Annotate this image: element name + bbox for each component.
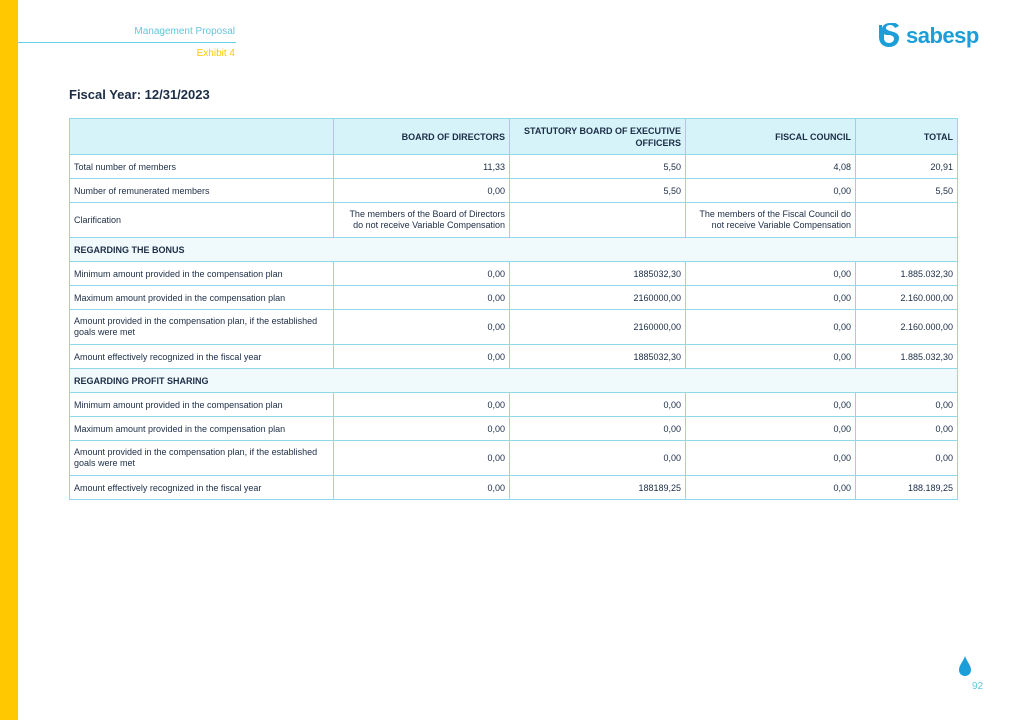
table-cell: 11,33 (334, 155, 510, 179)
row-label: Amount provided in the compensation plan, if the established goals were met (70, 310, 334, 345)
table-cell: 0,00 (510, 417, 686, 441)
logo-text: sabesp (906, 23, 979, 48)
table-cell: 0,00 (510, 393, 686, 417)
table-cell: 1.885.032,30 (856, 262, 958, 286)
header-proposal-label: Management Proposal (134, 26, 235, 37)
table-cell: 0,00 (686, 417, 856, 441)
table-row (70, 286, 958, 310)
table-cell: 5,50 (856, 179, 958, 203)
table-cell: 0,00 (334, 441, 510, 476)
table-cell: 4,08 (686, 155, 856, 179)
side-accent-bar (0, 0, 18, 720)
column-header: BOARD OF DIRECTORS (334, 119, 510, 155)
table-row (70, 393, 958, 417)
table-row (70, 417, 958, 441)
fiscal-year-title: Fiscal Year: 12/31/2023 (69, 87, 210, 102)
column-header: TOTAL (856, 119, 958, 155)
table-cell: 0,00 (334, 393, 510, 417)
table-cell: 0,00 (334, 310, 510, 345)
section-title: REGARDING PROFIT SHARING (70, 369, 958, 393)
table-row (70, 476, 958, 500)
row-label: Minimum amount provided in the compensation plan (70, 262, 334, 286)
table-cell (856, 203, 958, 238)
row-label: Minimum amount provided in the compensation plan (70, 393, 334, 417)
table-cell: 0,00 (686, 393, 856, 417)
table-cell: 1.885.032,30 (856, 345, 958, 369)
table-cell: 188.189,25 (856, 476, 958, 500)
table-row (70, 345, 958, 369)
table-cell: 0,00 (334, 262, 510, 286)
row-label: Total number of members (70, 155, 334, 179)
compensation-table (69, 118, 958, 500)
table-cell: 0,00 (686, 179, 856, 203)
header-exhibit-label: Exhibit 4 (196, 48, 235, 59)
section-title: REGARDING THE BONUS (70, 238, 958, 262)
section-header-row (70, 369, 958, 393)
table-cell: 20,91 (856, 155, 958, 179)
column-header (70, 119, 334, 155)
table-row (70, 203, 958, 238)
column-header: STATUTORY BOARD OF EXECUTIVE OFFICERS (510, 119, 686, 155)
table-cell: 0,00 (334, 286, 510, 310)
table-cell: 0,00 (334, 179, 510, 203)
table-cell (510, 203, 686, 238)
sabesp-logo-icon (876, 23, 902, 49)
table-row (70, 155, 958, 179)
table-row (70, 310, 958, 345)
page-number: 92 (972, 681, 984, 692)
table-cell: 0,00 (334, 476, 510, 500)
table-cell: 0,00 (686, 262, 856, 286)
table-cell: 0,00 (510, 441, 686, 476)
table-cell: The members of the Board of Directors do not receive Variable Compensation (334, 203, 510, 238)
table-cell: 0,00 (686, 345, 856, 369)
table-cell: 0,00 (856, 441, 958, 476)
row-label: Amount provided in the compensation plan, if the established goals were met (70, 441, 334, 476)
row-label: Number of remunerated members (70, 179, 334, 203)
water-drop-icon (959, 656, 971, 676)
row-label: Clarification (70, 203, 334, 238)
table-cell: 2.160.000,00 (856, 286, 958, 310)
table-header-row (70, 119, 958, 155)
table-cell: 0,00 (686, 476, 856, 500)
table-cell: 2160000,00 (510, 310, 686, 345)
row-label: Amount effectively recognized in the fiscal year (70, 476, 334, 500)
row-label: Maximum amount provided in the compensation plan (70, 417, 334, 441)
table-cell: 2.160.000,00 (856, 310, 958, 345)
table-cell: 188189,25 (510, 476, 686, 500)
sabesp-logo (876, 22, 979, 50)
table-row (70, 179, 958, 203)
table-cell: 2160000,00 (510, 286, 686, 310)
table-row (70, 262, 958, 286)
section-header-row (70, 238, 958, 262)
table-cell: 0,00 (334, 345, 510, 369)
table-cell: 0,00 (686, 441, 856, 476)
table-cell: 0,00 (686, 310, 856, 345)
table-cell: 0,00 (856, 393, 958, 417)
table-cell: 0,00 (856, 417, 958, 441)
table-cell: 0,00 (686, 286, 856, 310)
table-cell: 1885032,30 (510, 262, 686, 286)
table-cell: The members of the Fiscal Council do not receive Variable Compensation (686, 203, 856, 238)
table-cell: 5,50 (510, 155, 686, 179)
table-cell: 0,00 (334, 417, 510, 441)
header-divider (18, 42, 236, 43)
table-cell: 5,50 (510, 179, 686, 203)
row-label: Amount effectively recognized in the fiscal year (70, 345, 334, 369)
table-row (70, 441, 958, 476)
table-cell: 1885032,30 (510, 345, 686, 369)
row-label: Maximum amount provided in the compensation plan (70, 286, 334, 310)
column-header: FISCAL COUNCIL (686, 119, 856, 155)
